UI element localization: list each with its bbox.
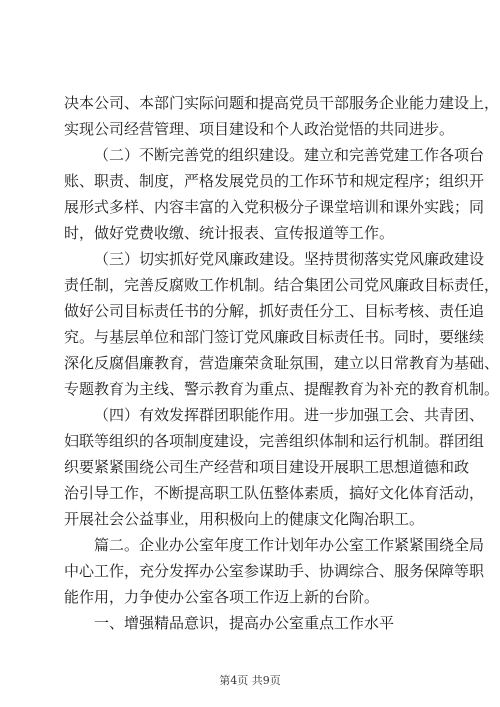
section-heading-line: 篇二。企业办公室年度工作计划年办公室工作紧紧围绕全局 bbox=[94, 536, 485, 554]
section-heading-line: 一、增强精品意识，提高办公室重点工作水平 bbox=[94, 614, 395, 632]
text-line: 时，做好党费收缴、统计报表、宣传报道等工作。 bbox=[64, 224, 395, 242]
text-line: 织要紧紧围绕公司生产经营和项目建设开展职工思想道德和政 bbox=[64, 458, 470, 476]
section-heading-line: （二）不断完善党的组织建设。建立和完善党建工作各项台 bbox=[94, 146, 485, 164]
text-line: 账、职责、制度，严格发展党员的工作环节和规定程序；组织开 bbox=[64, 172, 485, 190]
section-heading-line: （四）有效发挥群团职能作用。进一步加强工会、共青团、 bbox=[94, 406, 485, 424]
text-line: 究。与基层单位和部门签订党风廉政目标责任书。同时，要继续 bbox=[64, 328, 485, 346]
document-body bbox=[64, 90, 500, 636]
page-footer: 第4页 共9页 bbox=[219, 674, 281, 687]
text-line: 做好公司目标责任书的分解，抓好责任分工、目标考核、责任追 bbox=[64, 302, 485, 320]
text-line: 实现公司经营管理、项目建设和个人政治觉悟的共同进步。 bbox=[64, 120, 455, 138]
text-line: 深化反腐倡廉教育，营造廉荣贪耻氛围，建立以日常教育为基础、 bbox=[64, 354, 500, 372]
text-line: 能作用，力争使办公室各项工作迈上新的台阶。 bbox=[64, 588, 380, 606]
text-line: 决本公司、本部门实际问题和提高党员干部服务企业能力建设上， bbox=[64, 94, 500, 112]
text-line: 展形式多样、内容丰富的入党积极分子课堂培训和课外实践；同 bbox=[64, 198, 485, 216]
section-heading-line: （三）切实抓好党风廉政建设。坚持贯彻落实党风廉政建设 bbox=[94, 250, 485, 268]
text-line: 妇联等组织的各项制度建设，完善组织体制和运行机制。群团组 bbox=[64, 432, 485, 450]
text-line: 专题教育为主线、警示教育为重点、提醒教育为补充的教育机制。 bbox=[64, 380, 500, 398]
text-line: 责任制，完善反腐败工作机制。结合集团公司党风廉政目标责任， bbox=[64, 276, 500, 294]
text-line: 治引导工作，不断提高职工队伍整体素质，搞好文化体育活动， bbox=[64, 484, 485, 502]
text-line: 中心工作，充分发挥办公室参谋助手、协调综合、服务保障等职 bbox=[64, 562, 485, 580]
text-line: 开展社会公益事业，用积极向上的健康文化陶冶职工。 bbox=[64, 510, 425, 528]
